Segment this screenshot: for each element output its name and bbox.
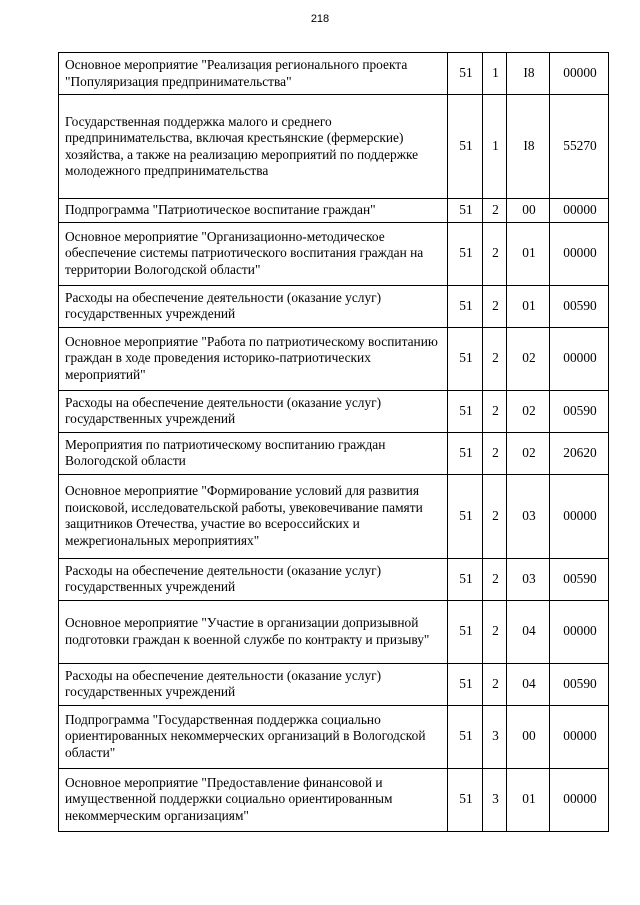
code-cell: 00000: [550, 222, 609, 285]
code-cell: 2: [483, 432, 507, 474]
page-number: 218: [310, 13, 330, 25]
code-cell: 01: [507, 222, 550, 285]
code-cell: 51: [448, 432, 483, 474]
table-row: [59, 390, 609, 432]
code-cell: 00: [507, 199, 550, 223]
code-cell: 51: [448, 474, 483, 558]
code-cell: I8: [507, 95, 550, 199]
code-cell: 2: [483, 285, 507, 327]
row-name-cell: Расходы на обеспечение деятельности (оказание услуг) государственных учреждений: [59, 285, 448, 327]
row-name-cell: Основное мероприятие "Реализация регионального проекта "Популяризация предпринимательства": [59, 53, 448, 95]
code-cell: 00590: [550, 558, 609, 600]
code-cell: 51: [448, 558, 483, 600]
code-cell: 03: [507, 474, 550, 558]
code-cell: 3: [483, 768, 507, 831]
table-row: [59, 705, 609, 768]
code-cell: 2: [483, 327, 507, 390]
code-cell: 00000: [550, 600, 609, 663]
code-cell: 04: [507, 600, 550, 663]
code-cell: I8: [507, 53, 550, 95]
table-row: [59, 285, 609, 327]
code-cell: 00000: [550, 768, 609, 831]
row-name-cell: Основное мероприятие "Организационно-методическое обеспечение системы патриотического воспитания граждан на территории Вологодской области": [59, 222, 448, 285]
code-cell: 03: [507, 558, 550, 600]
table-row: [59, 199, 609, 223]
table-row: [59, 558, 609, 600]
row-name-cell: Расходы на обеспечение деятельности (оказание услуг) государственных учреждений: [59, 390, 448, 432]
code-cell: 2: [483, 663, 507, 705]
table-row: [59, 768, 609, 831]
code-cell: 20620: [550, 432, 609, 474]
code-cell: 00000: [550, 53, 609, 95]
code-cell: 00590: [550, 390, 609, 432]
code-cell: 01: [507, 768, 550, 831]
row-name-cell: Расходы на обеспечение деятельности (оказание услуг) государственных учреждений: [59, 558, 448, 600]
table-row: [59, 432, 609, 474]
code-cell: 51: [448, 663, 483, 705]
code-cell: 02: [507, 390, 550, 432]
code-cell: 2: [483, 199, 507, 223]
code-cell: 02: [507, 432, 550, 474]
code-cell: 51: [448, 705, 483, 768]
budget-table: [58, 52, 609, 832]
code-cell: 01: [507, 285, 550, 327]
row-name-cell: Основное мероприятие "Формирование условий для развития поисковой, исследовательской работы, увековечивание памяти защитников Отечества, участие во всероссийских и межрегиональных мероприятиях": [59, 474, 448, 558]
code-cell: 51: [448, 222, 483, 285]
row-name-cell: Мероприятия по патриотическому воспитанию граждан Вологодской области: [59, 432, 448, 474]
code-cell: 1: [483, 95, 507, 199]
code-cell: 3: [483, 705, 507, 768]
code-cell: 04: [507, 663, 550, 705]
code-cell: 00000: [550, 474, 609, 558]
code-cell: 00590: [550, 663, 609, 705]
table-row: [59, 663, 609, 705]
code-cell: 2: [483, 474, 507, 558]
code-cell: 51: [448, 600, 483, 663]
row-name-cell: Подпрограмма "Государственная поддержка социально ориентированных некоммерческих организаций в Вологодской области": [59, 705, 448, 768]
table-row: [59, 600, 609, 663]
row-name-cell: Основное мероприятие "Участие в организации допризывной подготовки граждан к военной службе по контракту и призыву": [59, 600, 448, 663]
code-cell: 00000: [550, 705, 609, 768]
code-cell: 00000: [550, 327, 609, 390]
row-name-cell: Основное мероприятие "Работа по патриотическому воспитанию граждан в ходе проведения историко-патриотических мероприятий": [59, 327, 448, 390]
table-row: [59, 53, 609, 95]
code-cell: 51: [448, 95, 483, 199]
code-cell: 51: [448, 199, 483, 223]
code-cell: 2: [483, 558, 507, 600]
row-name-cell: Основное мероприятие "Предоставление финансовой и имущественной поддержки социально ориентированным некоммерческим организациям": [59, 768, 448, 831]
table-row: [59, 222, 609, 285]
code-cell: 51: [448, 285, 483, 327]
code-cell: 2: [483, 390, 507, 432]
code-cell: 00: [507, 705, 550, 768]
table-row: [59, 95, 609, 199]
row-name-cell: Подпрограмма "Патриотическое воспитание граждан": [59, 199, 448, 223]
code-cell: 1: [483, 53, 507, 95]
code-cell: 55270: [550, 95, 609, 199]
code-cell: 02: [507, 327, 550, 390]
code-cell: 51: [448, 53, 483, 95]
code-cell: 00590: [550, 285, 609, 327]
code-cell: 51: [448, 390, 483, 432]
code-cell: 2: [483, 600, 507, 663]
row-name-cell: Расходы на обеспечение деятельности (оказание услуг) государственных учреждений: [59, 663, 448, 705]
code-cell: 51: [448, 327, 483, 390]
code-cell: 00000: [550, 199, 609, 223]
code-cell: 2: [483, 222, 507, 285]
table-row: [59, 474, 609, 558]
table-row: [59, 327, 609, 390]
code-cell: 51: [448, 768, 483, 831]
row-name-cell: Государственная поддержка малого и среднего предпринимательства, включая крестьянские (фермерские) хозяйства, а также на реализацию мероприятий по поддержке молодежного предпринимательства: [59, 95, 448, 199]
